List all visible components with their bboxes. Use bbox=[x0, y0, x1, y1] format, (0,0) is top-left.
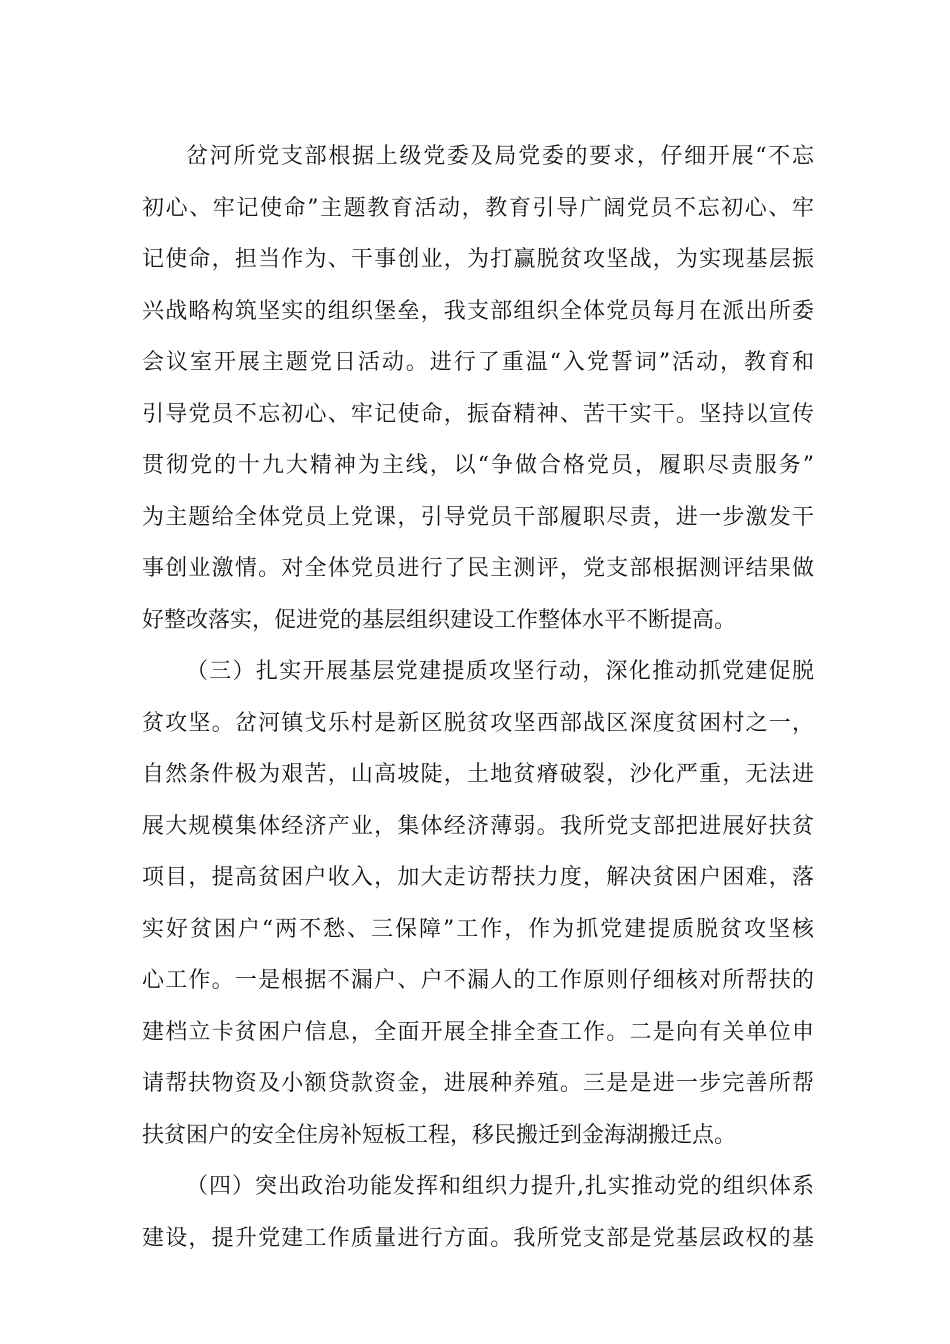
text-line: 自然条件极为艰苦，山高坡陡，土地贫瘠破裂，沙化严重，无法进 bbox=[142, 762, 814, 787]
text-line: （三）扎实开展基层党建提质攻坚行动，深化推动抓党建促脱 bbox=[186, 659, 814, 684]
text-line: 好整改落实，促进党的基层组织建设工作整体水平不断提高。 bbox=[142, 607, 737, 633]
text-line: 心工作。一是根据不漏户、户不漏人的工作原则仔细核对所帮扶的 bbox=[142, 968, 814, 993]
text-line: 为主题给全体党员上党课，引导党员干部履职尽责，进一步激发干 bbox=[142, 504, 814, 530]
document-body bbox=[142, 131, 814, 1264]
text-line: 岔河所党支部根据上级党委及局党委的要求，仔细开展“不忘 bbox=[186, 144, 814, 169]
text-line: （四）突出政治功能发挥和组织力提升,扎实推动党的组织体系 bbox=[186, 1174, 814, 1199]
text-line: 贫攻坚。岔河镇戈乐村是新区脱贫攻坚西部战区深度贫困村之一， bbox=[142, 710, 814, 736]
text-line: 会议室开展主题党日活动。进行了重温“入党誓词”活动，教育和 bbox=[142, 350, 814, 375]
text-line: 兴战略构筑坚实的组织堡垒，我支部组织全体党员每月在派出所委 bbox=[142, 298, 814, 324]
text-line: 实好贫困户“两不愁、三保障”工作，作为抓党建提质脱贫攻坚核 bbox=[142, 916, 814, 942]
text-line: 事创业激情。对全体党员进行了民主测评，党支部根据测评结果做 bbox=[142, 556, 814, 581]
text-line: 项目，提高贫困户收入，加大走访帮扶力度，解决贫困户困难，落 bbox=[142, 865, 814, 890]
text-line: 请帮扶物资及小额贷款资金，进展种养殖。三是是进一步完善所帮 bbox=[142, 1071, 814, 1096]
text-line: 展大规模集体经济产业，集体经济薄弱。我所党支部把进展好扶贫 bbox=[142, 813, 814, 839]
text-line: 贯彻党的十九大精神为主线，以“争做合格党员，履职尽责服务” bbox=[142, 453, 814, 478]
text-line: 扶贫困户的安全住房补短板工程，移民搬迁到金海湖搬迁点。 bbox=[142, 1122, 737, 1148]
text-line: 建设，提升党建工作质量进行方面。我所党支部是党基层政权的基 bbox=[142, 1225, 814, 1251]
text-line: 记使命，担当作为、干事创业，为打赢脱贫攻坚战，为实现基层振 bbox=[142, 247, 814, 272]
text-line: 建档立卡贫困户信息，全面开展全排全查工作。二是向有关单位申 bbox=[142, 1019, 814, 1045]
text-line: 初心、牢记使命”主题教育活动，教育引导广阔党员不忘初心、牢 bbox=[142, 195, 814, 221]
text-line: 引导党员不忘初心、牢记使命，振奋精神、苦干实干。坚持以宣传 bbox=[142, 401, 814, 427]
